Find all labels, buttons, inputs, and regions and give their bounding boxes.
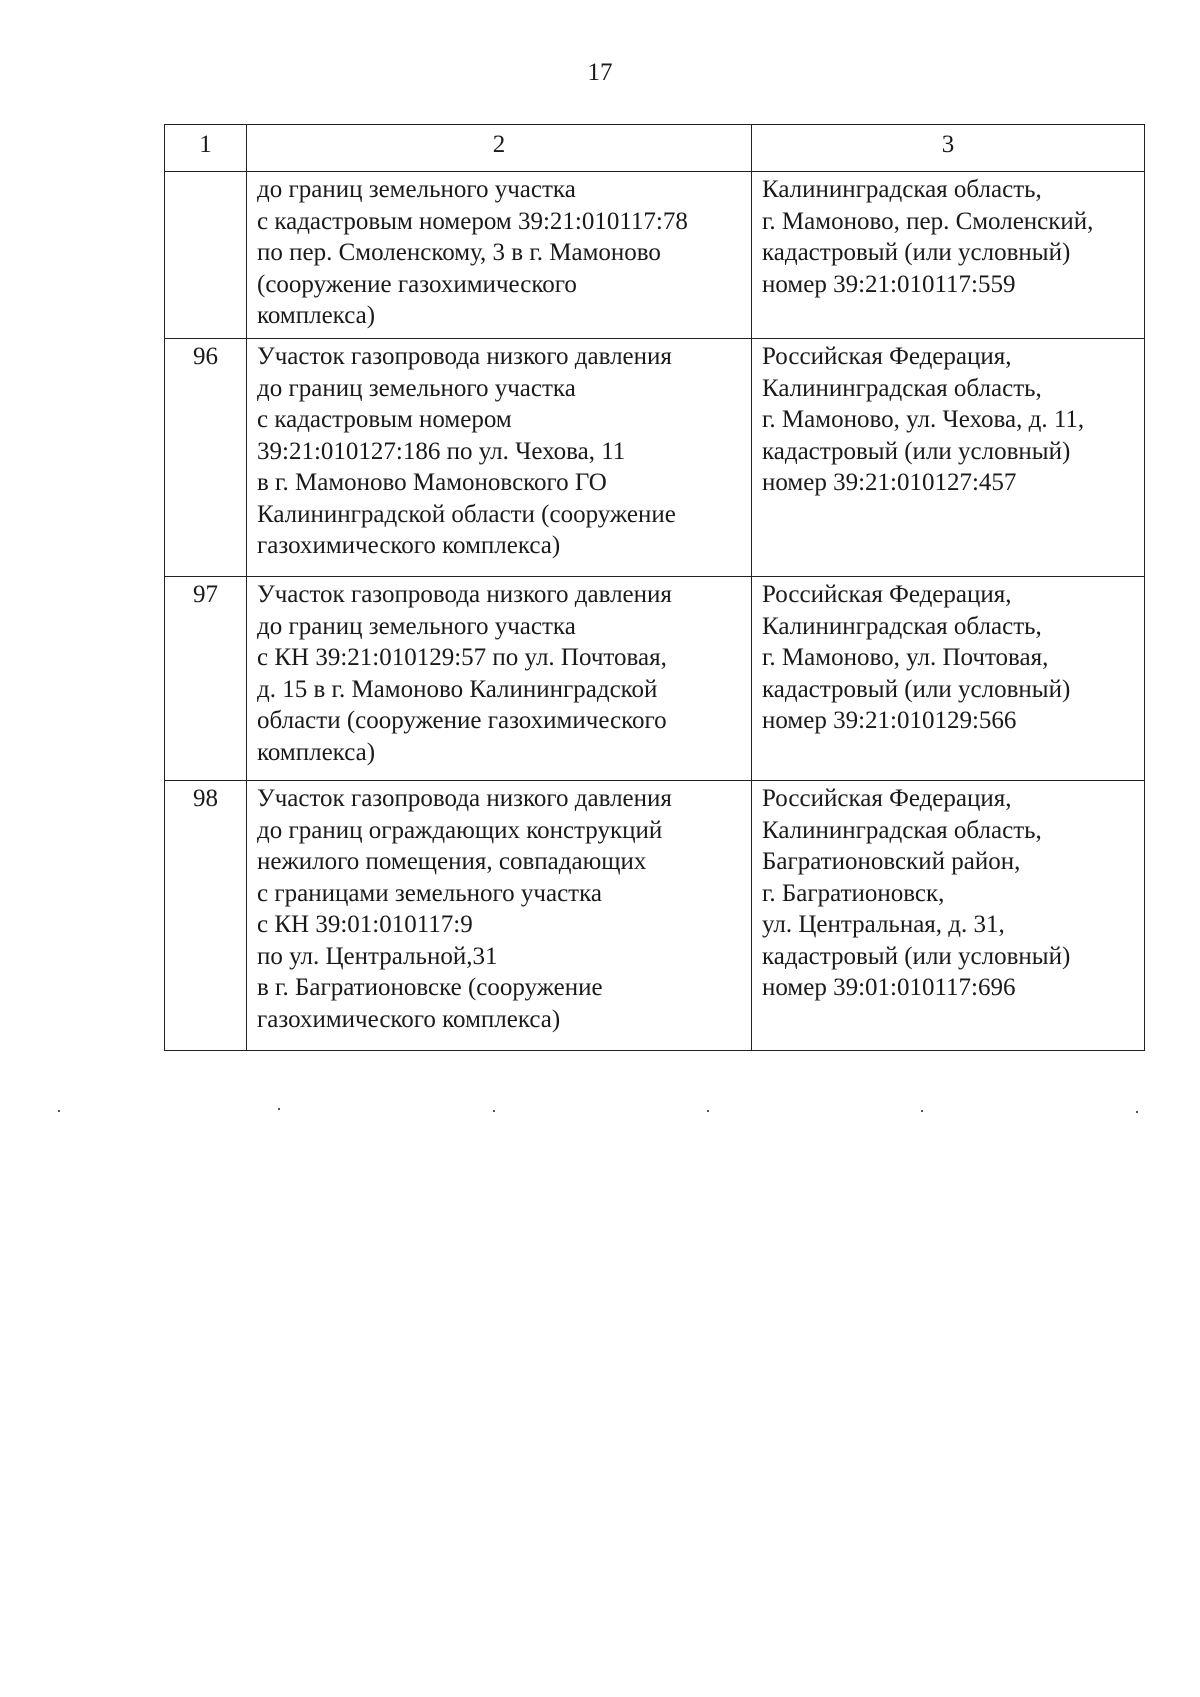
row-description-cell: до границ земельного участка с кадастровым номером 39:21:010117:78 по пер. Смоленскому, 3 в г. Мамоново (сооружение газохимического комплекса)	[247, 172, 752, 339]
header-cell-2: 2	[247, 125, 752, 172]
row-description-cell: Участок газопровода низкого давления до границ ограждающих конструкций нежилого помещения, совпадающих с границами земельного участка с КН 39:01:010117:9 по ул. Центральной,31 в г. Багратионовске (сооружение газохимического комплекса)	[247, 781, 752, 1051]
document-table	[164, 124, 1145, 1051]
row-location-cell: Калининградская область, г. Мамоново, пер. Смоленский, кадастровый (или условный) номер 39:21:010117:559	[752, 172, 1145, 339]
page-number: 17	[587, 59, 613, 86]
scan-dot	[1136, 1111, 1138, 1113]
table-row	[165, 577, 1145, 781]
table-row	[165, 172, 1145, 339]
scan-dot	[278, 1108, 280, 1110]
scan-dot	[707, 1110, 709, 1112]
row-description-cell: Участок газопровода низкого давления до границ земельного участка с кадастровым номером 39:21:010127:186 по ул. Чехова, 11 в г. Мамоново Мамоновского ГО Калининградской области (сооружение газохимического комплекса)	[247, 339, 752, 577]
scan-dot	[921, 1110, 923, 1112]
scan-artifact-dots	[0, 1108, 1200, 1114]
scan-dot	[58, 1110, 60, 1112]
row-description-cell: Участок газопровода низкого давления до границ земельного участка с КН 39:21:010129:57 по ул. Почтовая, д. 15 в г. Мамоново Калининградской области (сооружение газохимического комплекса)	[247, 577, 752, 781]
row-number-cell: 96	[165, 339, 247, 577]
header-cell-1: 1	[165, 125, 247, 172]
table-row	[165, 339, 1145, 577]
row-location-cell: Российская Федерация, Калининградская область, г. Мамоново, ул. Чехова, д. 11, кадастровый (или условный) номер 39:21:010127:457	[752, 339, 1145, 577]
row-number-cell: 97	[165, 577, 247, 781]
row-number-cell: 98	[165, 781, 247, 1051]
table-row	[165, 781, 1145, 1051]
row-location-cell: Российская Федерация, Калининградская область, Багратионовский район, г. Багратионовск, ул. Центральная, д. 31, кадастровый (или условный) номер 39:01:010117:696	[752, 781, 1145, 1051]
scan-dot	[493, 1110, 495, 1112]
header-cell-3: 3	[752, 125, 1145, 172]
row-number-cell	[165, 172, 247, 339]
row-location-cell: Российская Федерация, Калининградская область, г. Мамоново, ул. Почтовая, кадастровый (или условный) номер 39:21:010129:566	[752, 577, 1145, 781]
table-header-row	[165, 125, 1145, 172]
